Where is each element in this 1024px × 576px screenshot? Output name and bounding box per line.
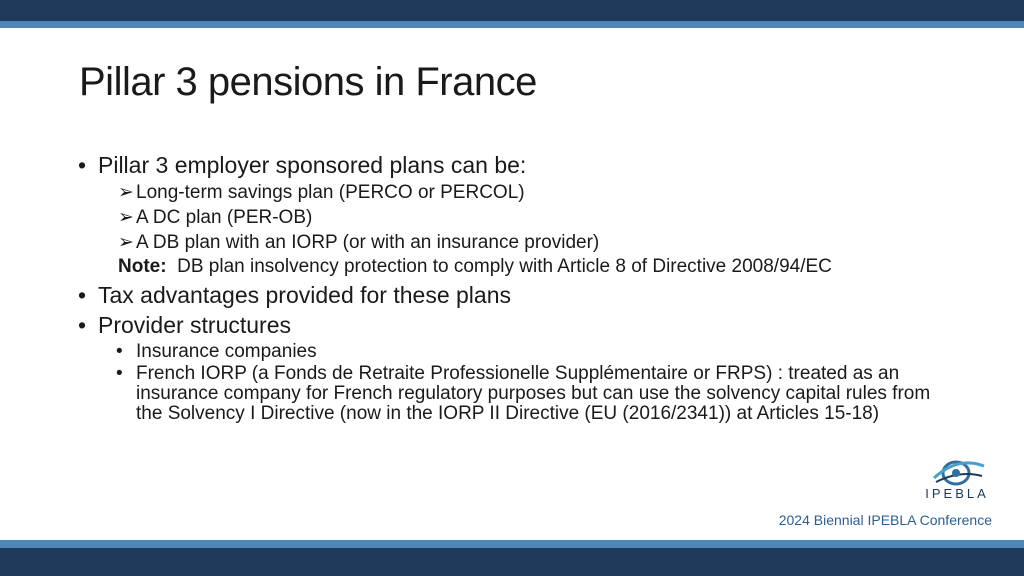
note-paragraph [78, 257, 938, 276]
top-dark-band [0, 0, 1024, 21]
bottom-accent-band [0, 540, 1024, 548]
arrow-bullet-icon: ➢ [118, 207, 134, 228]
top-accent-band [0, 21, 1024, 28]
sub-bullet-savings [78, 180, 938, 205]
sub-bullet-dc-plan [78, 205, 938, 230]
sub-bullet-text: French IORP (a Fonds de Retraite Professionelle Supplémentaire or FRPS) : treated as an insurance company for French regulatory purposes but can use the solvency capital rules from the Solvency I Directive (now in the IORP II Directive (EU (2016/2341)) at Articles 15-18) [136, 363, 931, 424]
bullet-dot-icon: • [116, 363, 123, 384]
slide-body [78, 150, 938, 424]
sub-bullet-text: Long-term savings plan (PERCO or PERCOL) [136, 182, 525, 203]
note-text: DB plan insolvency protection to comply with Article 8 of Directive 2008/94/EC [177, 256, 832, 277]
bullet-dot-icon: • [78, 282, 87, 308]
bullet-text: Pillar 3 employer sponsored plans can be: [98, 152, 527, 178]
sub-bullet-text: A DB plan with an IORP (or with an insurance provider) [136, 232, 600, 253]
bullet-dot-icon: • [78, 312, 87, 338]
bullet-text: Tax advantages provided for these plans [98, 282, 511, 308]
bullet-text: Provider structures [98, 312, 292, 338]
ipebla-logo-text: IPEBLA [925, 486, 989, 501]
footer-conference: 2024 Biennial IPEBLA Conference [778, 512, 992, 528]
arrow-bullet-icon: ➢ [118, 232, 134, 253]
bullet-tax-advantages [78, 280, 938, 310]
sub-bullet-insurance [78, 342, 938, 362]
slide-title: Pillar 3 pensions in France [79, 60, 537, 104]
sub-bullet-text: Insurance companies [136, 341, 317, 362]
sub-bullet-db-plan [78, 230, 938, 255]
bullet-dot-icon: • [116, 341, 123, 362]
note-label: Note: [118, 256, 167, 277]
bullet-employer-plans [78, 150, 938, 180]
bullet-provider-structures [78, 310, 938, 340]
sub-bullet-text: A DC plan (PER-OB) [136, 207, 313, 228]
sub-bullet-french-iorp [78, 364, 938, 424]
bottom-dark-band [0, 548, 1024, 576]
bullet-dot-icon: • [78, 152, 87, 178]
arrow-bullet-icon: ➢ [118, 182, 134, 203]
